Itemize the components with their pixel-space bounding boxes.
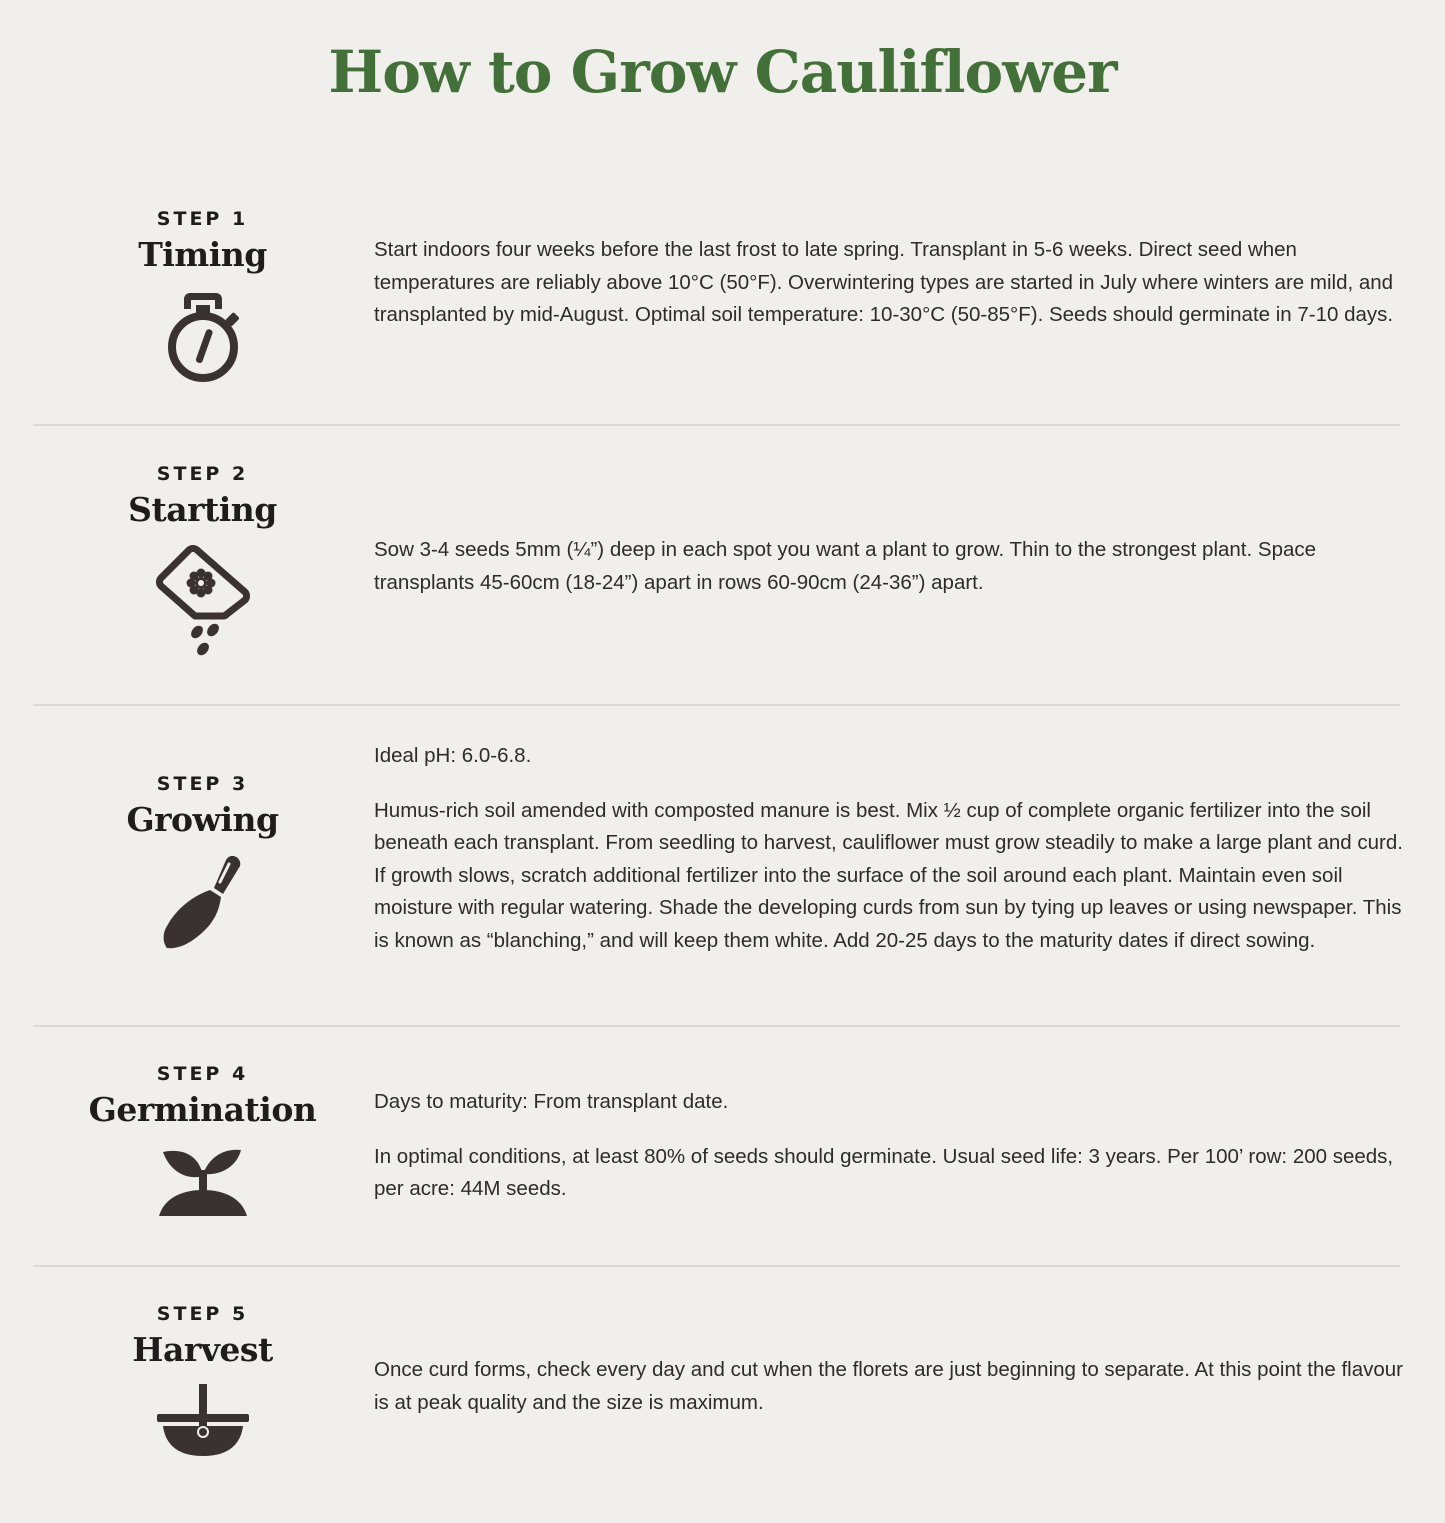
step-paragraph: Ideal pH: 6.0-6.8. bbox=[374, 744, 532, 767]
step-description bbox=[374, 1354, 1404, 1419]
step-number: STEP 1 bbox=[156, 208, 249, 230]
step-paragraph: Humus-rich soil amended with composted manure is best. Mix ½ cup of complete organic fertilizer into the soil beneath each transplant. From seedling to harvest, cauliflower must grow steadily to make a large plant and curd. If growth slows, scratch additional fertilizer into the surface of the soil around each plant. Maintain even soil moisture with regular watering. Shade the developing curds from sun by tying up leaves or using newspaper. This is known as “blanching,” and will keep them white. Add 20-25 days to the maturity dates if direct sowing. bbox=[374, 798, 1403, 952]
trowel-icon bbox=[153, 850, 253, 960]
divider bbox=[33, 424, 1400, 426]
step-description bbox=[374, 740, 1404, 957]
step-name: Harvest bbox=[132, 1330, 273, 1369]
seed-packet-icon bbox=[153, 542, 253, 666]
step-paragraph: Once curd forms, check every day and cut when the florets are just beginning to separate. At this point the flavour is at peak quality and the size is maximum. bbox=[374, 1358, 1403, 1414]
step-description bbox=[374, 534, 1404, 599]
divider bbox=[33, 704, 1400, 706]
step-paragraph: In optimal conditions, at least 80% of seeds should germinate. Usual seed life: 3 years. Per 100’ row: 200 seeds, per acre: 44M seeds. bbox=[374, 1144, 1394, 1200]
step-header bbox=[80, 1060, 325, 1224]
step-header bbox=[80, 460, 325, 666]
step-name: Growing bbox=[126, 800, 279, 839]
step-description bbox=[374, 1086, 1404, 1206]
stopwatch-icon bbox=[158, 287, 248, 387]
step-name: Timing bbox=[138, 235, 267, 274]
step-header bbox=[80, 1300, 325, 1464]
basket-icon bbox=[153, 1380, 253, 1464]
step-header bbox=[80, 770, 325, 960]
step-number: STEP 3 bbox=[156, 773, 249, 795]
step-name: Germination bbox=[88, 1090, 317, 1129]
step-description bbox=[374, 234, 1404, 332]
divider bbox=[33, 1265, 1400, 1267]
sprout-icon bbox=[153, 1140, 253, 1224]
step-number: STEP 5 bbox=[156, 1303, 249, 1325]
step-paragraph: Days to maturity: From transplant date. bbox=[374, 1090, 729, 1113]
step-name: Starting bbox=[128, 490, 277, 529]
step-paragraph: Start indoors four weeks before the last frost to late spring. Transplant in 5-6 weeks. Direct seed when temperatures are reliably above 10°C (50°F). Overwintering types are started in July where winters are mild, and transplanted by mid-August. Optimal soil temperature: 10-30°C (50-85°F). Seeds should germinate in 7-10 days. bbox=[374, 238, 1394, 326]
divider bbox=[33, 1025, 1400, 1027]
step-number: STEP 4 bbox=[156, 1063, 249, 1085]
page-title: How to Grow Cauliflower bbox=[328, 38, 1117, 106]
step-header bbox=[80, 205, 325, 387]
step-paragraph: Sow 3-4 seeds 5mm (¼”) deep in each spot you want a plant to grow. Thin to the strongest plant. Space transplants 45-60cm (18-24”) apart in rows 60-90cm (24-36”) apart. bbox=[374, 538, 1317, 594]
step-number: STEP 2 bbox=[156, 463, 249, 485]
